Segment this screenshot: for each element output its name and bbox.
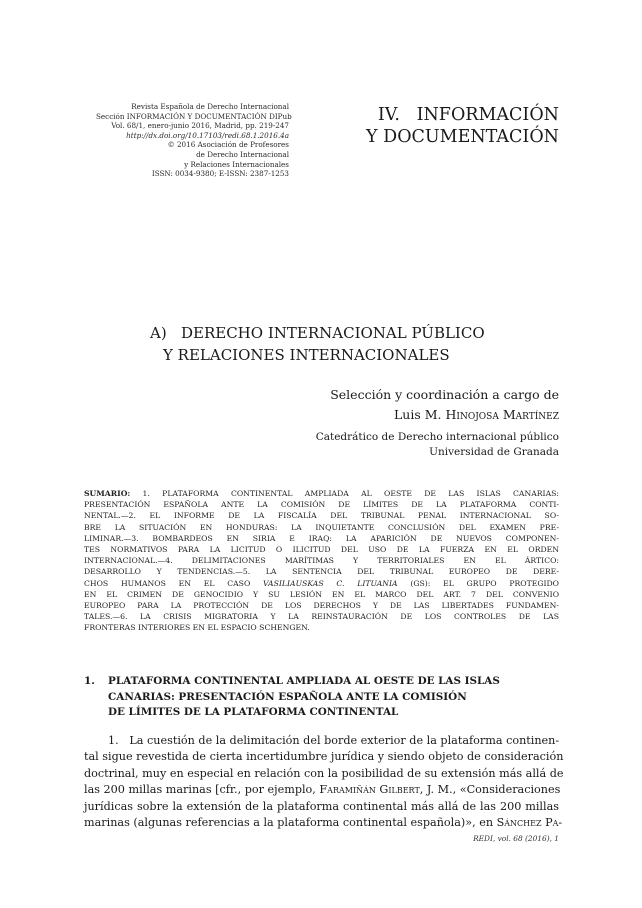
case-name: VASILIAUSKAS C. LITUANIA	[263, 578, 398, 588]
summary-block	[84, 488, 559, 634]
subsection-heading-line-2: Y RELACIONES INTERNACIONALES	[163, 346, 450, 364]
heading-line-3: DE LÍMITES DE LA PLATAFORMA CONTINENTAL	[108, 706, 399, 719]
paragraph-line: tal sigue revestida de cierta incertidumbre jurídica y siendo objeto de consideración	[84, 750, 564, 764]
paragraph-line: 1. La cuestión de la delimitación del borde exterior de la plataforma continen-	[108, 734, 560, 747]
affiliation-block	[316, 430, 559, 460]
heading-line-2: CANARIAS: PRESENTACIÓN ESPAÑOLA ANTE LA COMISIÓN	[108, 690, 467, 703]
section-heading-line-1: IV. INFORMACIÓN	[377, 105, 559, 125]
summary-line: DESARROLLO Y TENDENCIAS.—5. LA SENTENCIA DEL TRIBUNAL EUROPEO DE DERE-	[84, 567, 559, 577]
summary-text: 1. PLATAFORMA CONTINENTAL AMPLIADA AL OESTE DE LAS ISLAS CANARIAS:	[142, 489, 559, 498]
summary-line: PRESENTACIÓN ESPAÑOLA ANTE LA COMISIÓN DE LÍMITES DE LA PLATAFORMA CONTI-	[84, 500, 559, 510]
paragraph-text: las 200 millas marinas [cfr., por ejemplo,	[84, 783, 320, 797]
page-footer: REDI, vol. 68 (2016), 1	[473, 834, 559, 843]
summary-line: BRE LA SITUACIÓN EN HONDURAS: LA INQUIETANTE CONCLUSIÓN DEL EXAMEN PRE-	[84, 522, 559, 532]
coordinator-name	[330, 405, 559, 425]
summary-line: TALES.—6. LA CRISIS MIGRATORIA Y LA REINSTAURACIÓN DE LOS CONTROLES DE LAS	[84, 612, 559, 622]
journal-name: Revista Española de Derecho Internacional	[131, 102, 289, 111]
summary-line	[84, 578, 559, 589]
doi-link[interactable]: http://dx.doi.org/10.17103/redi.68.1.2016.4a	[126, 130, 289, 140]
heading-line-1: PLATAFORMA CONTINENTAL AMPLIADA AL OESTE DE LAS ISLAS	[108, 675, 500, 687]
journal-volume: Vol. 68/1, enero-junio 2016, Madrid, pp. 219-247	[111, 121, 289, 131]
paragraph-line: jurídicas sobre la extensión de la plataforma continental más allá de las 200 millas	[84, 799, 559, 813]
summary-line: NENTAL.—2. EL INFORME DE LA FISCALÍA DEL TRIBUNAL PENAL INTERNACIONAL SO-	[84, 511, 559, 521]
summary-line: EN EL CRIMEN DE GENOCIDIO Y SU LESIÓN EN EL MARCO DEL ART. 7 DEL CONVENIO	[84, 589, 559, 599]
body-paragraph	[84, 733, 564, 831]
copyright-line-3: y Relaciones Internacionales	[184, 159, 289, 169]
summary-text: (GS): EL GRUPO PROTEGIDO	[397, 578, 559, 588]
summary-line: EUROPEO PARA LA PROTECCIÓN DE LOS DERECHOS Y DE LAS LIBERTADES FUNDAMEN-	[84, 601, 559, 611]
summary-line: LIMINAR.—3. BOMBARDEOS EN SIRIA E IRAQ: LA APARICIÓN DE NUEVOS COMPONEN-	[84, 533, 559, 543]
coordination-label: Selección y coordinación a cargo de	[330, 387, 559, 402]
summary-line	[84, 488, 559, 499]
subsection-heading	[150, 322, 510, 366]
section-heading-line-2: Y DOCUMENTACIÓN	[366, 127, 559, 147]
journal-section: Sección INFORMACIÓN Y DOCUMENTACIÓN DIPub	[96, 111, 292, 121]
heading-text	[108, 674, 559, 721]
journal-info-block	[96, 102, 292, 179]
issn-line: ISSN: 0034-9380; E-ISSN: 2387-1253	[151, 169, 289, 179]
paragraph-text: , J. M., «Consideraciones	[419, 783, 561, 797]
summary-line: FRONTERAS INTERIORES EN EL ESPACIO SCHENGEN.	[84, 623, 310, 633]
copyright-line: © 2016 Asociación de Profesores	[167, 140, 289, 150]
cited-author: Sánchez Pa-	[496, 816, 563, 830]
cited-author: Faramiñán Gilbert	[319, 783, 420, 797]
affiliation-position: Catedrático de Derecho internacional público	[315, 431, 559, 443]
copyright-line-2: de Derecho Internacional	[196, 149, 289, 159]
affiliation-university: Universidad de Granada	[429, 446, 559, 458]
summary-line: TES NORMATIVOS PARA LA LICITUD O ILICITUD DEL USO DE LA FUERZA EN EL ORDEN	[84, 545, 559, 555]
paragraph-text: marinas (algunas referencias a la plataforma continental española)», en	[84, 816, 497, 830]
summary-label: SUMARIO:	[84, 489, 131, 498]
heading-number: 1.	[84, 675, 95, 687]
paragraph-line	[84, 782, 559, 798]
coordinator-given-name: Luis M.	[393, 406, 442, 422]
subsection-heading-line-1: A) DERECHO INTERNACIONAL PÚBLICO	[150, 324, 485, 342]
summary-text: CHOS HUMANOS EN EL CASO	[84, 578, 264, 588]
section-heading	[330, 104, 559, 148]
heading-1	[84, 674, 559, 721]
paragraph-line: doctrinal, muy en especial en relación con la posibilidad de su extensión más allá de	[84, 766, 564, 780]
coordinator-family-name: Hinojosa Martínez	[445, 406, 559, 422]
summary-line: INTERNACIONAL.—4. DELIMITACIONES MARÍTIMAS Y TERRITORIALES EN EL ÁRTICO:	[84, 556, 559, 566]
paragraph-line	[84, 815, 563, 831]
coordination-block	[330, 385, 559, 424]
